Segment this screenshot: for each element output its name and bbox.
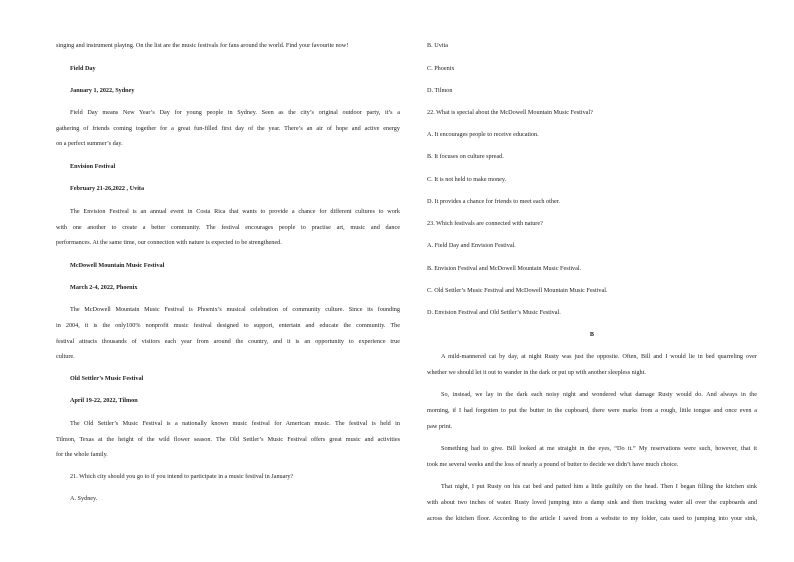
mcdowell-text: in 2004, it is the only100% nonprofit music festival designed to support, entertain and educate the community. The — [56, 322, 400, 329]
question-21: 21. Which city should you go to if you intend to participate in a music festival in January? — [70, 473, 294, 480]
question-21-option-c: C. Phoenix — [427, 65, 455, 72]
passage-paragraph: That night, I put Rusty on his cat bed and patted him a little guiltily on the head. Then I began filling the kitchen sink — [441, 483, 757, 490]
mcdowell-date: March 2-4, 2022, Phoenix — [70, 284, 138, 291]
mcdowell-text: The McDowell Mountain Music Festival is Phoenix’s musical celebration of community culture. Since its founding — [70, 306, 400, 313]
passage-paragraph: with about two inches of water. Rusty loved jumping into a damp sink and then tracking water all over the cupboards and — [427, 499, 757, 506]
passage-paragraph: A mild-mannered cat by day, at night Rusty was just the opposite. Often, Bill and I would lie in bed quarreling over — [441, 353, 757, 360]
passage-paragraph: morning, if I had forgotten to put the butter in the cupboard, there were marks from a rough, little tongue and once even a — [427, 407, 757, 414]
question-22: 22. What is special about the McDowell Mountain Music Festival? — [427, 109, 593, 116]
old-settler-title: Old Settler’s Music Festival — [70, 375, 144, 382]
question-23-option-b: B. Envision Festival and McDowell Mountain Music Festival. — [427, 265, 582, 272]
question-21-option-d: D. Tilmon — [427, 87, 453, 94]
mcdowell-title: McDowell Mountain Music Festival — [70, 262, 165, 269]
envision-title: Envision Festival — [70, 163, 116, 170]
field-day-text: on a perfect summer’s day. — [56, 140, 123, 147]
field-day-text: gathering of friends coming together for a great fun-filled first day of the year. There’s an air of hope and active energy — [56, 125, 400, 132]
question-22-option-b: B. It focuses on culture spread. — [427, 153, 504, 160]
passage-paragraph: took me several weeks and the loss of nearly a pound of butter to decide we didn’t have much choice. — [427, 461, 679, 468]
field-day-title: Field Day — [70, 65, 96, 72]
envision-date: February 21-26,2022 , Uvita — [70, 185, 145, 192]
question-23-option-a: A. Field Day and Envision Festival. — [427, 242, 516, 249]
passage-paragraph: paw print. — [427, 423, 453, 430]
old-settler-text: for the whole family. — [56, 451, 108, 458]
old-settler-text: Tilmon, Texas at the height of the wild flower season. The Old Settler’s Music Festival offers great music and activities — [56, 436, 400, 443]
intro-text: singing and instrument playing. On the list are the music festivals for fans around the world. Find your favourite now! — [56, 42, 349, 49]
question-23: 23. Which festivals are connected with nature? — [427, 220, 543, 227]
question-23-option-d: D. Envision Festival and Old Settler’s Music Festival. — [427, 309, 561, 316]
question-22-option-d: D. It provides a chance for friends to meet each other. — [427, 198, 560, 205]
passage-paragraph: across the kitchen floor. According to the article I saved from a website to my folder, cats used to jumping into your sink, — [427, 515, 757, 522]
old-settler-date: April 19-22, 2022, Tilmon — [70, 397, 138, 404]
envision-text: with one another to create a better community. The festival encourages people to practise art, music and dance — [56, 224, 400, 231]
mcdowell-text: culture. — [56, 353, 75, 360]
section-heading: B — [589, 331, 595, 338]
question-23-option-c: C. Old Settler’s Music Festival and McDowell Mountain Music Festival. — [427, 287, 608, 294]
mcdowell-text: festival attracts thousands of visitors each year from around the country, and it is an opportunity to experience true — [56, 338, 400, 345]
question-21-option-b: B. Uvita — [427, 42, 448, 49]
passage-paragraph: Something had to give. Bill looked at me straight in the eyes, “Do it.” My reservations were such, however, that it — [441, 445, 757, 452]
old-settler-text: The Old Settler’s Music Festival is a nationally known music festival for American music. The festival is held in — [70, 420, 400, 427]
passage-paragraph: So, instead, we lay in the dark each noisy night and wondered what damage Rusty would do. And always in the — [441, 391, 757, 398]
question-22-option-a: A. It encourages people to receive education. — [427, 131, 539, 138]
question-22-option-c: C. It is not held to make money. — [427, 176, 507, 183]
envision-text: The Envision Festival is an annual event in Costa Rica that wants to provide a chance for different cultures to work — [70, 208, 400, 215]
envision-text: performances. At the same time, our connection with nature is expected to be strengthened. — [56, 239, 282, 246]
field-day-text: Field Day means New Year’s Day for young people in Sydney. Seen as the city’s original outdoor party, it’s a — [70, 109, 400, 116]
question-21-option-a: A. Sydney. — [70, 495, 98, 502]
field-day-date: January 1, 2022, Sydney — [70, 87, 135, 94]
passage-paragraph: whether we should let it out to wander in the dark or put up with another sleepless night. — [427, 369, 646, 376]
